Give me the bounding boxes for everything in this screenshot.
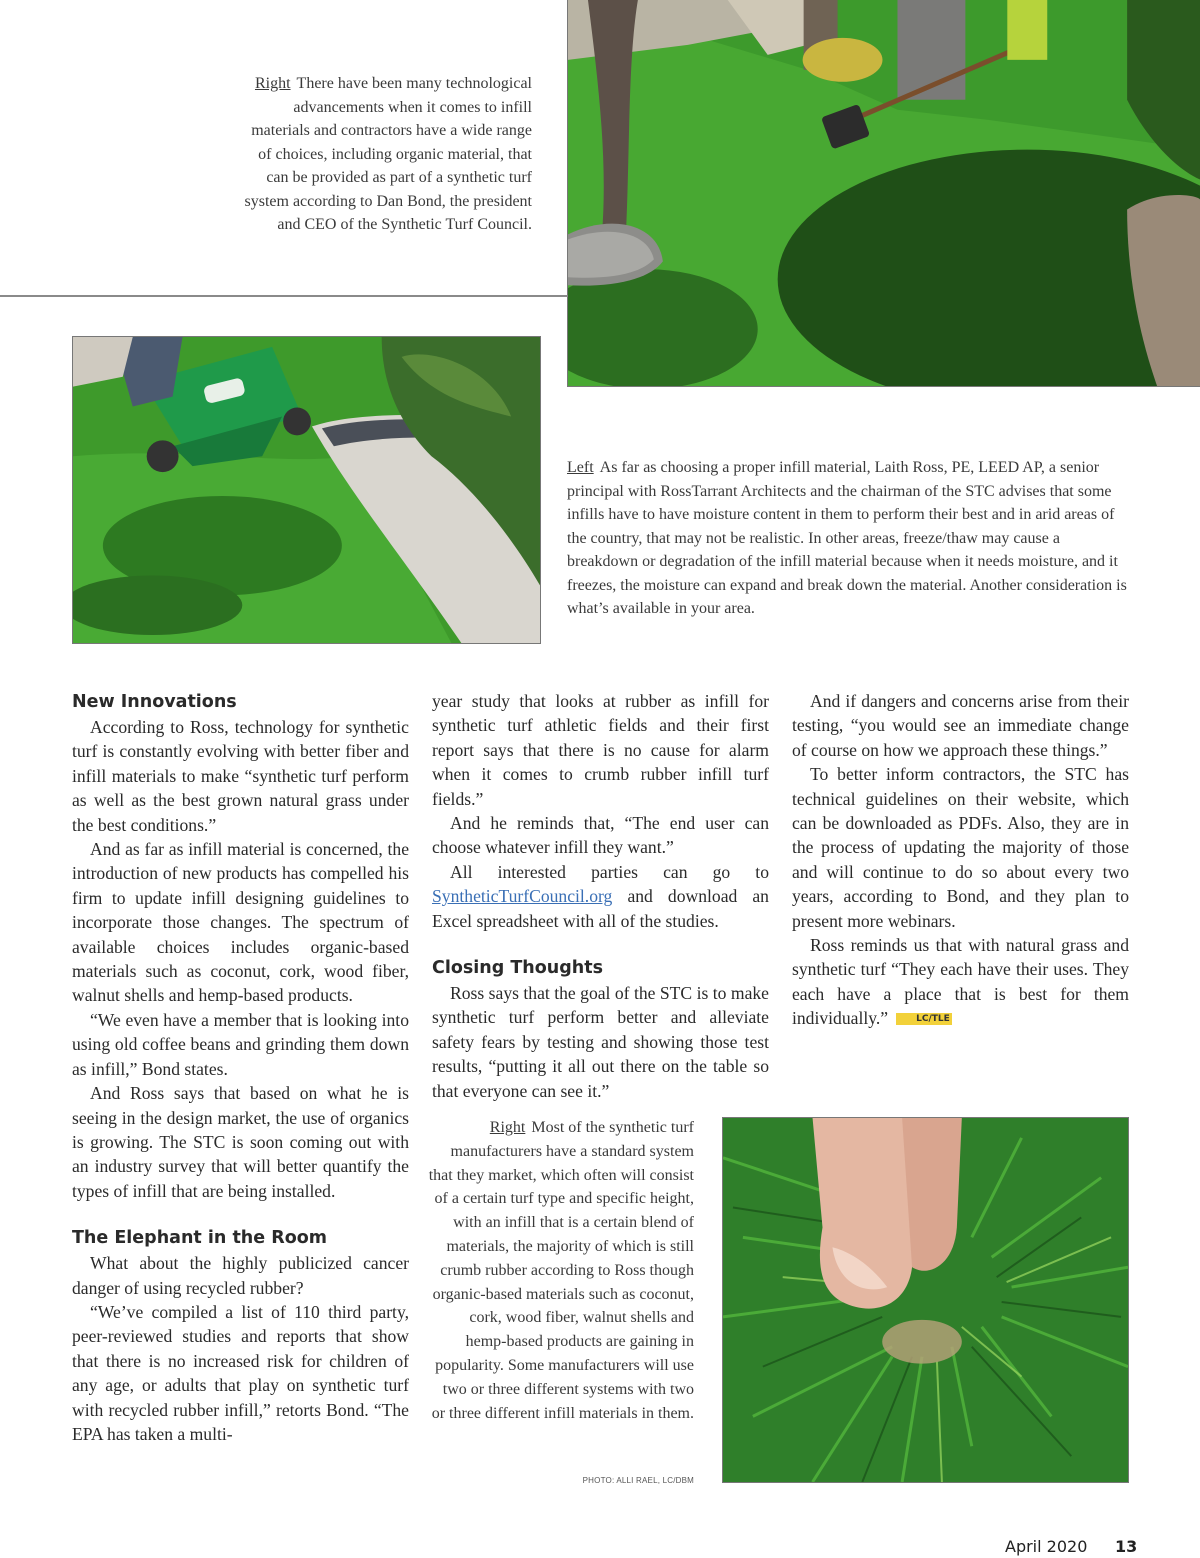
divider-rule <box>0 295 568 297</box>
paragraph: “We even have a member that is looking into using old coffee beans and grinding them down as infill,” Bond states. <box>72 1009 409 1079</box>
photo-turf-brushing-art <box>568 0 1200 386</box>
paragraph <box>432 860 769 933</box>
page-number: 13 <box>1115 1537 1138 1556</box>
paragraph: And as far as infill material is concerned, the introduction of new products has compelled his firm to update infill designing guidelines to incorporate those changes. The spectrum of available choices includes organic-based materials such as coconut, cork, wood fiber, walnut shells and hemp-based products. <box>72 839 409 1006</box>
paragraph-text: Ross reminds us that with natural grass and synthetic turf “They each have their uses. They each have a place that is best for them individually.” <box>792 935 1129 1029</box>
paragraph: And he reminds that, “The end user can choose whatever infill they want.” <box>432 813 769 858</box>
caption-text: Most of the synthetic turf manufacturers have a standard system that they market, which often will consist of a certain turf type and specific height, with an infill that is a certain blend of materials, the majority of which is still crumb rubber according to Ross though organic-based materials such as coconut, cork, wood fiber, walnut shells and hemp-based products are gaining in popularity. Some manufacturers will use two or three different systems with two or three different infill materials in them. <box>428 1119 694 1422</box>
caption-text: There have been many technological advancements when it comes to infill materials and contractors have a wide range of choices, including organic material, that can be provided as part of a synthetic turf system according to Dan Bond, the president and CEO of the Synthetic Turf Council. <box>244 75 532 233</box>
photo-turf-closeup <box>722 1117 1129 1483</box>
article-column-3 <box>792 689 1129 1031</box>
paragraph <box>792 933 1129 1031</box>
section-heading: The Elephant in the Room <box>72 1228 327 1249</box>
paragraph: What about the highly publicized cancer danger of using recycled rubber? <box>72 1253 409 1298</box>
paragraph-continued: year study that looks at rubber as infill for synthetic turf athletic fields and their first report says that there is no cause for alarm when it comes to crumb rubber infill turf fields.” <box>432 691 769 809</box>
photo-turf-closeup-art <box>723 1118 1128 1482</box>
paragraph: According to Ross, technology for synthetic turf is constantly evolving with better fiber and infill materials to make “synthetic turf perform as well as the best grown natural grass under the best conditions.” <box>72 717 409 835</box>
paragraph-text: All interested parties can go to <box>450 861 769 882</box>
caption-right-bottom <box>428 1116 694 1425</box>
section-heading: New Innovations <box>72 692 237 712</box>
caption-lead: Left <box>567 459 594 476</box>
caption-left <box>567 456 1129 621</box>
stc-website-link[interactable]: SyntheticTurfCouncil.org <box>432 886 613 907</box>
paragraph-text: and download an Excel spreadsheet with all of the studies. <box>432 886 769 931</box>
issue-date: April 2020 <box>1005 1537 1088 1556</box>
article-column-2 <box>432 689 769 1103</box>
photo-credit: PHOTO: ALLI RAEL, LC/DBM <box>582 1476 694 1485</box>
caption-lead: Right <box>254 75 291 92</box>
article-column-1 <box>72 689 409 1446</box>
caption-lead: Right <box>489 1119 526 1136</box>
photo-spreader-art <box>73 337 540 643</box>
caption-right-top <box>236 72 532 237</box>
paragraph: “We’ve compiled a list of 110 third party, peer-reviewed studies and reports that show that there is no increased risk for children of any age, or adults that play on synthetic turf with recycled rubber infill,” retorts Bond. “The EPA has taken a multi- <box>72 1301 409 1444</box>
paragraph: To better inform contractors, the STC has technical guidelines on their website, which can be downloaded as PDFs. Also, they are in the process of updating the majority of those and will continue to do so about every two years, according to Bond, and they plan to present more webinars. <box>792 764 1129 931</box>
paragraph: Ross says that the goal of the STC is to make synthetic turf perform better and alleviate safety fears by testing and showing those test results, “putting it all out there on the table so that everyone can see it.” <box>432 983 769 1101</box>
section-heading: Closing Thoughts <box>432 958 604 979</box>
photo-turf-brushing <box>567 0 1200 387</box>
paragraph: And if dangers and concerns arise from their testing, “you would see an immediate change of course on how we approach these things.” <box>792 691 1129 760</box>
photo-spreader <box>72 336 541 644</box>
end-mark: LC/TLE <box>896 1013 952 1025</box>
caption-text: As far as choosing a proper infill material, Laith Ross, PE, LEED AP, a senior principal with RossTarrant Architects and the chairman of the STC advises that some infills have to have moisture content in them to perform their best and in arid areas of the country, that may not be realistic. In other areas, freeze/thaw may cause a breakdown or degradation of the infill material because when it needs moisture, and it freezes, the moisture can expand and break down the material. Another consideration is what’s available in your area. <box>567 459 1127 617</box>
paragraph: And Ross says that based on what he is seeing in the design market, the use of organics is growing. The STC is soon coming out with an industry survey that will better quantify the types of infill that are being installed. <box>72 1083 409 1201</box>
